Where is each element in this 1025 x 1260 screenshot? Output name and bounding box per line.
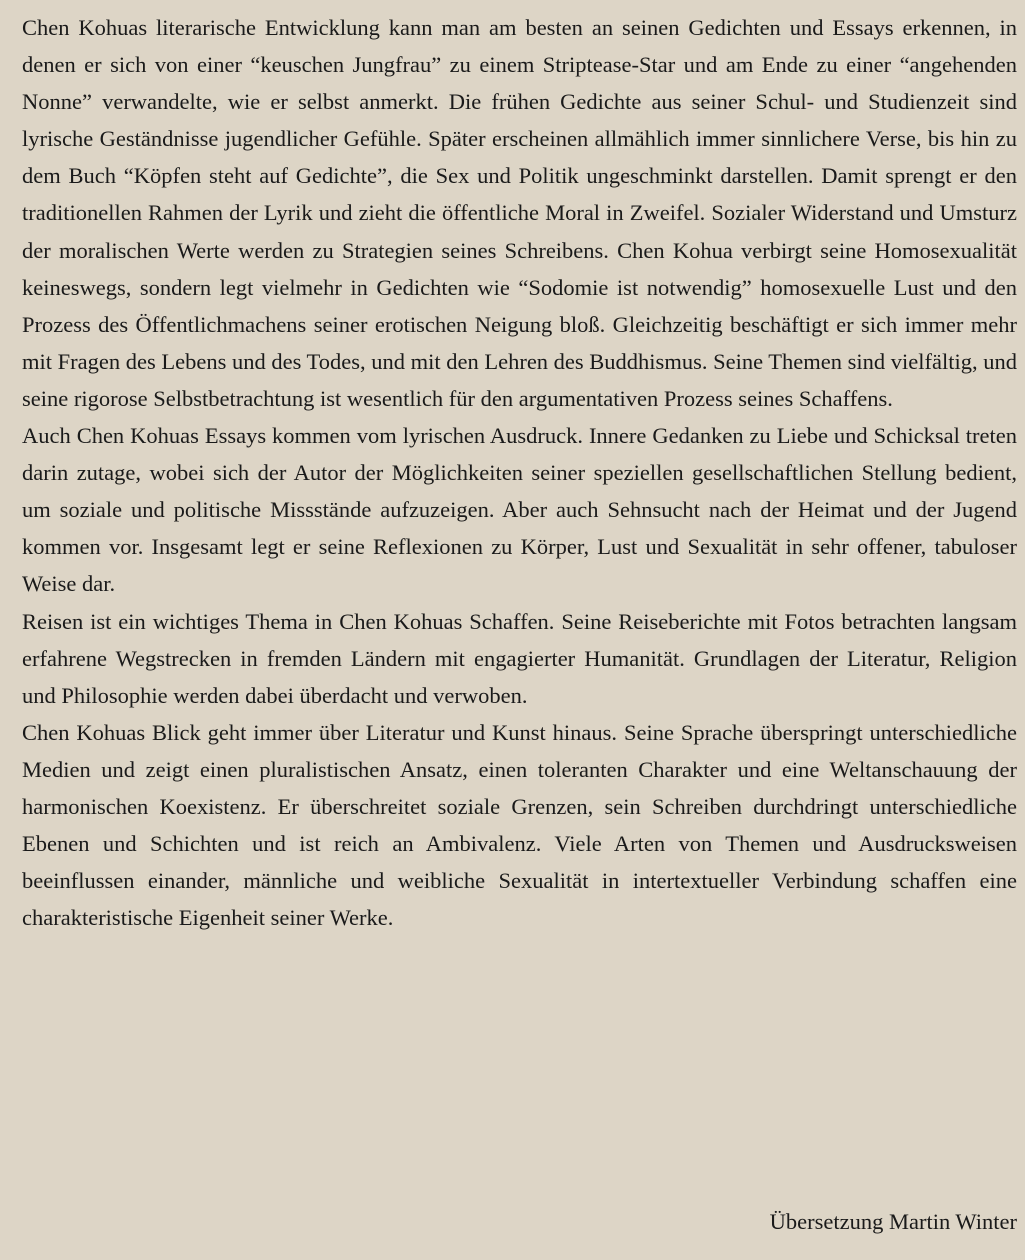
paragraph-literary-development: Chen Kohuas literarische Entwicklung kann man am besten an seinen Gedichten und Essays erkennen, in denen er sich von einer “keuschen Jungfrau” zu einem Striptease-Star und am Ende zu einer “angehenden Nonne” verwandelte, wie er selbst anmerkt. Die frühen Gedichte aus seiner Schul- und Studienzeit sind lyrische Geständnisse jugendlicher Gefühle. Später erscheinen allmählich immer sinnlichere Verse, bis hin zu dem Buch “Köpfen steht auf Gedichte”, die Sex und Politik ungeschminkt darstellen. Damit sprengt er den traditionellen Rahmen der Lyrik und zieht die öffentliche Moral in Zweifel. Sozialer Widerstand und Umsturz der moralischen Werte werden zu Strategien seines Schreibens. Chen Kohua verbirgt seine Homosexualität keineswegs, sondern legt vielmehr in Gedichten wie “Sodomie ist notwendig” homosexuelle Lust und den Prozess des Öffentlichmachens seiner erotischen Neigung bloß. Gleichzeitig beschäftigt er sich immer mehr mit Fragen des Lebens und des Todes, und mit den Lehren des Buddhismus. Seine Themen sind vielfältig, und seine rigorose Selbstbetrachtung ist wesentlich für den argumentativen Prozess seines Schaffens. <box>22 15 1017 411</box>
translation-credit: Übersetzung Martin Winter <box>769 1209 1017 1234</box>
paragraph-perspective: Chen Kohuas Blick geht immer über Literatur und Kunst hinaus. Seine Sprache überspringt unterschiedliche Medien und zeigt einen pluralistischen Ansatz, einen toleranten Charakter und eine Weltanschauung der harmonischen Koexistenz. Er überschreitet soziale Grenzen, sein Schreiben durchdringt unterschiedliche Ebenen und Schichten und ist reich an Ambivalenz. Viele Arten von Themen und Ausdrucksweisen beeinflussen einander, männliche und weibliche Sexualität in intertextueller Verbindung schaffen eine charakteristische Eigenheit seiner Werke. <box>22 719 1017 931</box>
paragraph-essays: Auch Chen Kohuas Essays kommen vom lyrischen Ausdruck. Innere Gedanken zu Liebe und Schicksal treten darin zutage, wobei sich der Autor der Möglichkeiten seiner speziellen gesellschaftlichen Stellung bedient, um soziale und politische Missstände aufzuzeigen. Aber auch Sehnsucht nach der Heimat und der Jugend kommen vor. Insgesamt legt er seine Reflexionen zu Körper, Lust und Sexualität in sehr offener, tabuloser Weise dar. <box>22 423 1017 597</box>
paragraph-travel: Reisen ist ein wichtiges Thema in Chen Kohuas Schaffen. Seine Reiseberichte mit Fotos betrachten langsam erfahrene Wegstrecken in fremden Ländern mit engagierter Humanität. Grundlagen der Literatur, Religion und Philosophie werden dabei überdacht und verwoben. <box>22 608 1017 708</box>
